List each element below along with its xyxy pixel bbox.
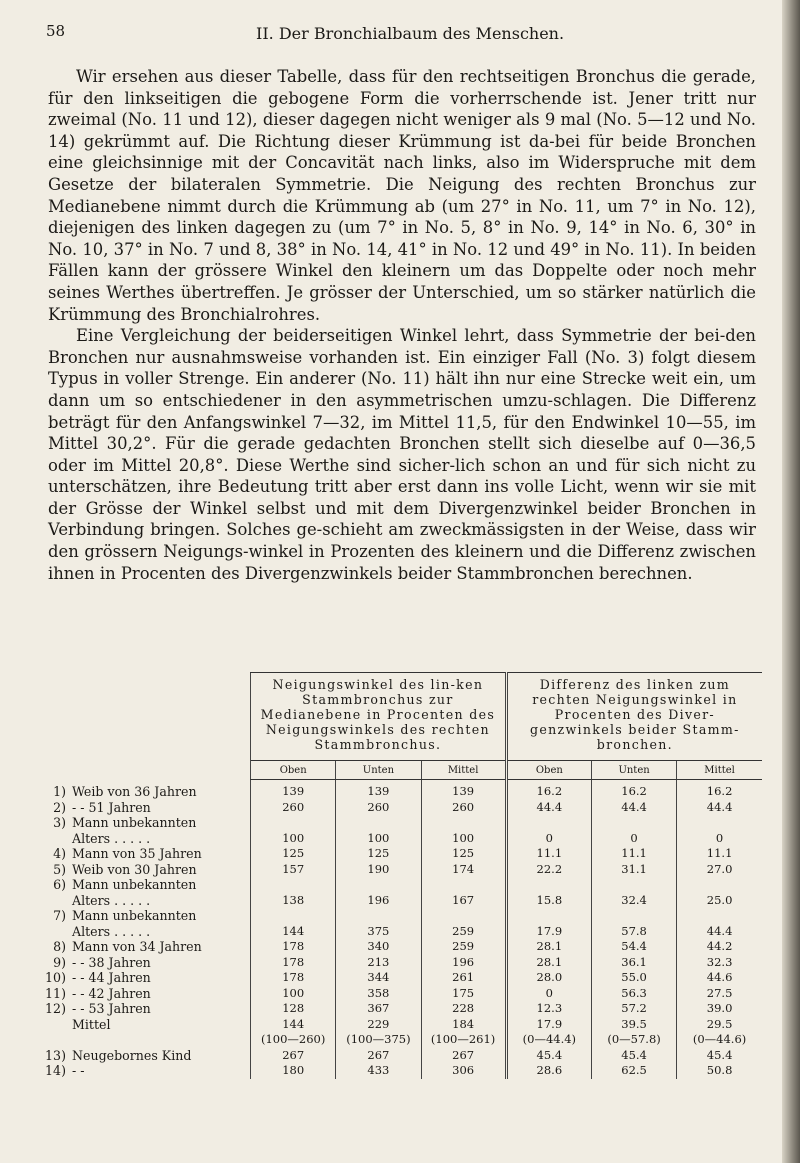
value-cell: 267 xyxy=(251,1048,336,1064)
row-number: 6) xyxy=(53,877,66,892)
data-table-wrapper xyxy=(40,672,762,1079)
value-cell: 36.1 xyxy=(591,955,676,971)
row-number: 3) xyxy=(53,815,66,830)
row-label: Weib von 36 Jahren xyxy=(72,783,197,799)
row-label-cell xyxy=(40,986,251,1002)
value-cell: 144 xyxy=(251,1017,336,1033)
value-cell: 50.8 xyxy=(677,1063,762,1079)
subheader-mittel: Mittel xyxy=(677,761,762,780)
row-label: Mann unbekannten xyxy=(72,877,197,892)
value-cell: 29.5 xyxy=(677,1017,762,1033)
row-number: 10) xyxy=(45,970,66,985)
row-number: 14) xyxy=(45,1063,66,1078)
value-cell: 45.4 xyxy=(677,1048,762,1064)
row-label-cell xyxy=(40,1063,251,1079)
row-number: 2) xyxy=(53,799,66,815)
value-cell: 375 xyxy=(336,924,421,940)
table-row xyxy=(40,1032,762,1048)
row-label: - - 51 Jahren xyxy=(72,799,151,815)
table-row xyxy=(40,970,762,986)
row-label: Mann unbekannten xyxy=(72,815,197,830)
value-cell: 196 xyxy=(421,955,506,971)
row-label-cell xyxy=(40,831,251,847)
value-cell: 125 xyxy=(421,846,506,862)
value-cell: 0 xyxy=(506,831,591,847)
row-label-cell xyxy=(40,970,251,986)
value-cell xyxy=(251,877,336,893)
table-row xyxy=(40,800,762,816)
row-label: Neugebornes Kind xyxy=(72,1047,192,1063)
row-label-cell xyxy=(40,780,251,800)
value-cell: 22.2 xyxy=(506,862,591,878)
value-cell: 44.4 xyxy=(591,800,676,816)
value-cell: 260 xyxy=(251,800,336,816)
table-row xyxy=(40,1001,762,1017)
value-cell: 28.1 xyxy=(506,939,591,955)
value-cell: 44.6 xyxy=(677,970,762,986)
group-header-difference: Differenz des linken zum rechten Neigungswinkel in Procenten des Diver-genzwinkels beider Stamm-bronchen. xyxy=(506,673,762,761)
table-row xyxy=(40,815,762,831)
value-cell: 32.4 xyxy=(591,893,676,909)
page-number: 58 xyxy=(46,22,66,40)
row-label-cell xyxy=(40,1001,251,1017)
value-cell: 100 xyxy=(421,831,506,847)
value-cell: 39.0 xyxy=(677,1001,762,1017)
table-row xyxy=(40,1048,762,1064)
value-cell: 56.3 xyxy=(591,986,676,1002)
subheader-oben: Oben xyxy=(251,761,336,780)
page-header xyxy=(46,22,746,44)
value-cell xyxy=(591,908,676,924)
value-cell: 139 xyxy=(336,780,421,800)
value-cell: 44.4 xyxy=(506,800,591,816)
table-row xyxy=(40,780,762,800)
value-cell: 11.1 xyxy=(506,846,591,862)
value-cell: 358 xyxy=(336,986,421,1002)
row-label-cell xyxy=(40,893,251,909)
value-cell: 57.2 xyxy=(591,1001,676,1017)
value-cell: 261 xyxy=(421,970,506,986)
row-number: 9) xyxy=(53,954,66,970)
row-label-cell xyxy=(40,924,251,940)
value-cell: 178 xyxy=(251,939,336,955)
row-label: Mann unbekannten xyxy=(72,908,197,923)
row-label-cell xyxy=(40,800,251,816)
table-row xyxy=(40,955,762,971)
value-cell: 213 xyxy=(336,955,421,971)
value-cell: 44.4 xyxy=(677,800,762,816)
value-cell: 12.3 xyxy=(506,1001,591,1017)
value-cell: 28.1 xyxy=(506,955,591,971)
value-cell xyxy=(591,877,676,893)
value-cell: 367 xyxy=(336,1001,421,1017)
subheader-oben: Oben xyxy=(506,761,591,780)
body-text xyxy=(48,66,756,584)
value-cell: 27.5 xyxy=(677,986,762,1002)
table-row xyxy=(40,862,762,878)
row-label: Alters . . . . . xyxy=(72,892,151,908)
angle-table xyxy=(40,672,762,1079)
paragraph: Eine Vergleichung der beiderseitigen Winkel lehrt, dass Symmetrie der bei-den Bronchen nur ausnahmsweise vorhanden ist. Ein einziger Fall (No. 3) folgt diesem Typus in voller Strenge. Ein anderer (No. 11) hält ihn nur eine Strecke weit ein, um dann um so entschiedener in den asymmetrischen umzu-schlagen. Die Differenz beträgt für den Anfangswinkel 7—32, im Mittel 11,5, für den Endwinkel 10—55, im Mittel 30,2°. Für die gerade gedachten Bronchen stellt sich dieselbe auf 0—36,5 oder im Mittel 20,8°. Diese Werthe sind sicher-lich schon an und für sich nicht zu unterschätzen, ihre Bedeutung tritt aber erst dann ins volle Licht, wenn wir sie mit der Grösse der Winkel selbst und mit dem Divergenzwinkel beider Bronchen in Verbindung bringen. Solches ge-schieht am zweckmässigsten in der Weise, dass wir den grössern Neigungs-winkel in Prozenten des kleinern und die Differenz zwischen ihnen in Procenten des Divergenzwinkels beider Stammbronchen berechnen. xyxy=(48,326,756,583)
value-cell xyxy=(421,815,506,831)
row-label: - - 44 Jahren xyxy=(72,970,151,985)
table-row xyxy=(40,846,762,862)
row-label: Mittel xyxy=(72,1016,111,1032)
table-row xyxy=(40,986,762,1002)
value-cell xyxy=(506,815,591,831)
row-number: 4) xyxy=(53,846,66,861)
table-body xyxy=(40,780,762,1079)
table-row xyxy=(40,893,762,909)
value-cell: 433 xyxy=(336,1063,421,1079)
group-header-percent: Neigungswinkel des lin-ken Stammbronchus zur Medianebene in Procenten des Neigungswinkels des rechten Stammbronchus. xyxy=(251,673,507,761)
subheader-mittel: Mittel xyxy=(421,761,506,780)
value-cell xyxy=(336,815,421,831)
table-row xyxy=(40,1063,762,1079)
paragraph: Wir ersehen aus dieser Tabelle, dass für den rechtseitigen Bronchus die gerade, für den linkseitigen die gebogene Form die vorherrschende ist. Jener tritt nur zweimal (No. 11 und 12), dieser dagegen nicht weniger als 9 mal (No. 5—12 und No. 14) gekrümmt auf. Die Richtung dieser Krümmung ist da-bei für beide Bronchen eine gleichsinnige mit der Concavität nach links, also im Widerspruche mit dem Gesetze der bilateralen Symmetrie. Die Neigung des rechten Bronchus zur Medianebene nimmt durch die Krümmung ab (um 27° in No. 11, um 7° in No. 12), diejenigen des linken dagegen zu (um 7° in No. 5, 8° in No. 9, 14° in No. 6, 30° in No. 10, 37° in No. 7 und 8, 38° in No. 14, 41° in No. 12 und 49° in No. 11). In beiden Fällen kann der grössere Winkel den kleinern um das Doppelte oder noch mehr seines Werthes übertreffen. Je grösser der Unterschied, um so stärker natürlich die Krümmung des Bronchialrohres. xyxy=(48,67,756,324)
row-label: - - 53 Jahren xyxy=(72,1001,151,1016)
value-cell: 0 xyxy=(591,831,676,847)
value-cell: 139 xyxy=(251,780,336,800)
row-label-cell xyxy=(40,1017,251,1033)
row-number: 1) xyxy=(53,783,66,799)
table-row xyxy=(40,831,762,847)
value-cell: 128 xyxy=(251,1001,336,1017)
value-cell: 196 xyxy=(336,893,421,909)
subheader-unten: Unten xyxy=(591,761,676,780)
value-cell: 157 xyxy=(251,862,336,878)
value-cell: 25.0 xyxy=(677,893,762,909)
value-cell xyxy=(336,877,421,893)
value-cell: 175 xyxy=(421,986,506,1002)
value-cell: (100—375) xyxy=(336,1032,421,1048)
row-label: Mann von 34 Jahren xyxy=(72,939,202,954)
label-column-head xyxy=(40,673,251,761)
value-cell: 28.0 xyxy=(506,970,591,986)
row-label-cell xyxy=(40,862,251,878)
row-label-cell xyxy=(40,908,251,924)
value-cell: 259 xyxy=(421,939,506,955)
row-label-cell xyxy=(40,846,251,862)
value-cell: 16.2 xyxy=(677,780,762,800)
row-number: 12) xyxy=(45,1001,66,1016)
row-label-cell xyxy=(40,877,251,893)
row-label-cell xyxy=(40,939,251,955)
value-cell: (100—260) xyxy=(251,1032,336,1048)
value-cell: 54.4 xyxy=(591,939,676,955)
row-label: Alters . . . . . xyxy=(72,923,151,939)
value-cell: 44.4 xyxy=(677,924,762,940)
value-cell: 32.3 xyxy=(677,955,762,971)
value-cell: 57.8 xyxy=(591,924,676,940)
table-row xyxy=(40,1017,762,1033)
value-cell: 15.8 xyxy=(506,893,591,909)
value-cell: 16.2 xyxy=(506,780,591,800)
value-cell: 260 xyxy=(421,800,506,816)
value-cell: 11.1 xyxy=(677,846,762,862)
value-cell: 17.9 xyxy=(506,1017,591,1033)
value-cell: 190 xyxy=(336,862,421,878)
value-cell: 11.1 xyxy=(591,846,676,862)
value-cell: 178 xyxy=(251,970,336,986)
value-cell xyxy=(421,908,506,924)
label-column-subhead xyxy=(40,761,251,780)
row-label: Alters . . . . . xyxy=(72,830,151,846)
table-row xyxy=(40,924,762,940)
value-cell xyxy=(421,877,506,893)
value-cell: 228 xyxy=(421,1001,506,1017)
value-cell: 100 xyxy=(336,831,421,847)
value-cell: (0—44.6) xyxy=(677,1032,762,1048)
value-cell: 138 xyxy=(251,893,336,909)
row-number: 7) xyxy=(53,908,66,923)
value-cell: 259 xyxy=(421,924,506,940)
value-cell: 125 xyxy=(336,846,421,862)
value-cell: (0—44.4) xyxy=(506,1032,591,1048)
value-cell: 267 xyxy=(421,1048,506,1064)
row-label-cell xyxy=(40,815,251,831)
table-row xyxy=(40,877,762,893)
value-cell: (0—57.8) xyxy=(591,1032,676,1048)
value-cell: 44.2 xyxy=(677,939,762,955)
value-cell: 267 xyxy=(336,1048,421,1064)
value-cell: 344 xyxy=(336,970,421,986)
row-label-cell xyxy=(40,1048,251,1064)
value-cell: 100 xyxy=(251,986,336,1002)
value-cell: 31.1 xyxy=(591,862,676,878)
book-spine-shadow xyxy=(782,0,800,1163)
value-cell: 28.6 xyxy=(506,1063,591,1079)
value-cell: 167 xyxy=(421,893,506,909)
value-cell: (100—261) xyxy=(421,1032,506,1048)
value-cell xyxy=(336,908,421,924)
row-label: - - 38 Jahren xyxy=(72,954,151,970)
value-cell xyxy=(677,877,762,893)
value-cell: 125 xyxy=(251,846,336,862)
value-cell: 144 xyxy=(251,924,336,940)
value-cell: 27.0 xyxy=(677,862,762,878)
value-cell: 62.5 xyxy=(591,1063,676,1079)
running-title: II. Der Bronchialbaum des Menschen. xyxy=(256,24,565,43)
value-cell: 39.5 xyxy=(591,1017,676,1033)
value-cell: 0 xyxy=(506,986,591,1002)
value-cell xyxy=(677,908,762,924)
row-label: Weib von 30 Jahren xyxy=(72,861,197,877)
value-cell: 306 xyxy=(421,1063,506,1079)
value-cell: 45.4 xyxy=(591,1048,676,1064)
value-cell xyxy=(591,815,676,831)
value-cell xyxy=(506,877,591,893)
table-row xyxy=(40,908,762,924)
row-number: 11) xyxy=(45,985,66,1001)
value-cell: 340 xyxy=(336,939,421,955)
table-row xyxy=(40,939,762,955)
value-cell: 17.9 xyxy=(506,924,591,940)
row-label: Mann von 35 Jahren xyxy=(72,846,202,861)
value-cell xyxy=(251,815,336,831)
value-cell: 16.2 xyxy=(591,780,676,800)
value-cell: 178 xyxy=(251,955,336,971)
row-label: - - xyxy=(72,1063,85,1078)
row-number: 8) xyxy=(53,939,66,954)
value-cell: 180 xyxy=(251,1063,336,1079)
row-label: - - 42 Jahren xyxy=(72,985,151,1001)
subheader-unten: Unten xyxy=(336,761,421,780)
value-cell xyxy=(677,815,762,831)
row-number: 5) xyxy=(53,861,66,877)
row-label-cell xyxy=(40,955,251,971)
row-label-cell xyxy=(40,1032,251,1048)
value-cell xyxy=(251,908,336,924)
row-number: 13) xyxy=(45,1047,66,1063)
value-cell: 229 xyxy=(336,1017,421,1033)
value-cell xyxy=(506,908,591,924)
value-cell: 174 xyxy=(421,862,506,878)
value-cell: 55.0 xyxy=(591,970,676,986)
value-cell: 45.4 xyxy=(506,1048,591,1064)
value-cell: 184 xyxy=(421,1017,506,1033)
value-cell: 0 xyxy=(677,831,762,847)
value-cell: 260 xyxy=(336,800,421,816)
value-cell: 100 xyxy=(251,831,336,847)
value-cell: 139 xyxy=(421,780,506,800)
